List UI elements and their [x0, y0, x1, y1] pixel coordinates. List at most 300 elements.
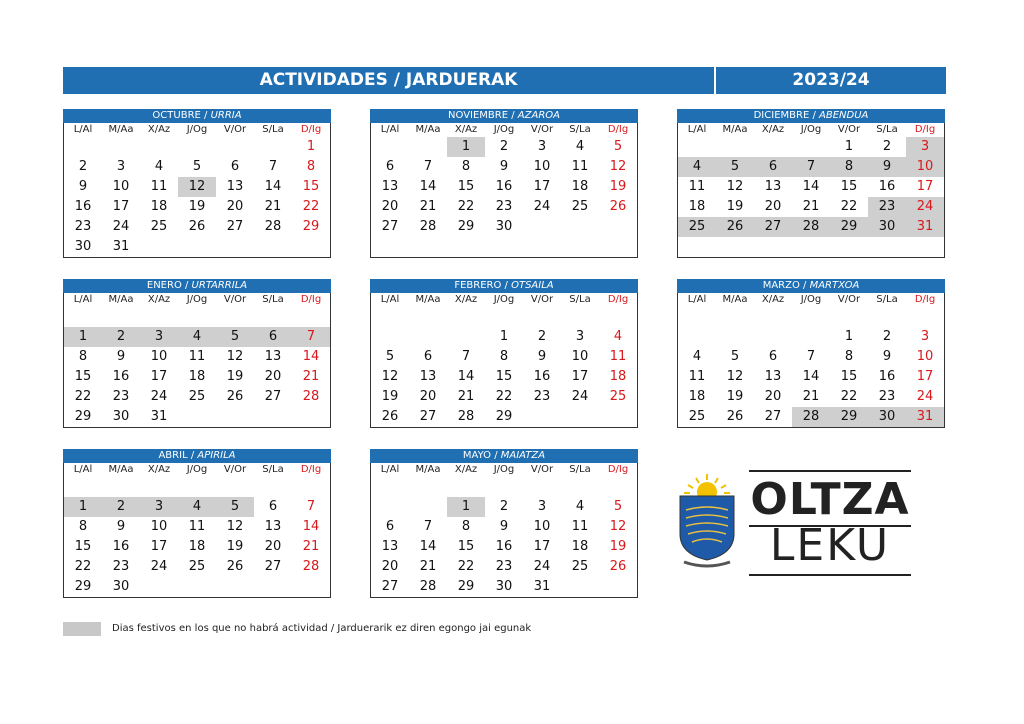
weekday-label: J/Og — [493, 294, 515, 305]
day-cell: 12 — [726, 369, 744, 384]
legend-text: Dias festivos en los que no habrá actividad / Jarduerarik ez diren egongo jai egunak — [112, 623, 532, 634]
day-cell: 3 — [920, 329, 930, 344]
day-cell: 29 — [74, 579, 92, 594]
day-cell: 30 — [112, 579, 130, 594]
empty-cell — [371, 137, 409, 157]
day-cell: 13 — [381, 539, 399, 554]
day-cell: 24 — [150, 389, 168, 404]
empty-cell — [523, 237, 561, 257]
day-cell: 1 — [306, 139, 316, 154]
day-cell: 14 — [802, 179, 820, 194]
day-cell: 5 — [716, 157, 754, 177]
empty-cell — [906, 237, 944, 257]
day-cell: 10 — [916, 349, 934, 364]
day-cell: 7 — [792, 157, 830, 177]
day-cell: 2 — [882, 139, 892, 154]
empty-cell — [678, 327, 716, 347]
month-title — [63, 109, 331, 123]
day-cell: 14 — [419, 179, 437, 194]
day-cell: 13 — [764, 369, 782, 384]
month-name-eu: URTARRILA — [191, 280, 248, 291]
day-cell: 9 — [499, 519, 509, 534]
weekday-label: S/La — [262, 124, 284, 135]
day-cell: 13 — [226, 179, 244, 194]
day-cell: 1 — [447, 137, 485, 157]
day-cell: 12 — [178, 177, 216, 197]
day-cell: 23 — [495, 199, 513, 214]
day-cell: 23 — [868, 197, 906, 217]
weekday-label: J/Og — [493, 124, 515, 135]
weekday-label: D/Ig — [607, 464, 629, 475]
empty-cell — [409, 497, 447, 517]
day-cell: 16 — [495, 179, 513, 194]
empty-cell — [485, 477, 523, 497]
day-cell: 7 — [806, 349, 816, 364]
day-cell: 6 — [230, 159, 240, 174]
day-cell: 13 — [764, 179, 782, 194]
weekday-label: M/Aa — [108, 124, 134, 135]
day-cell: 5 — [730, 349, 740, 364]
day-cell: 15 — [74, 369, 92, 384]
day-cell: 24 — [906, 197, 944, 217]
empty-cell — [254, 407, 292, 427]
day-cell: 28 — [302, 559, 320, 574]
empty-cell — [254, 577, 292, 597]
day-cell: 16 — [878, 179, 896, 194]
day-cell: 26 — [726, 409, 744, 424]
month-name-eu: ABENDUA — [819, 110, 869, 121]
empty-cell — [102, 137, 140, 157]
empty-cell — [599, 577, 637, 597]
day-cell: 5 — [613, 139, 623, 154]
day-grid — [64, 137, 330, 257]
weekday-label: S/La — [876, 124, 898, 135]
day-cell: 18 — [571, 539, 589, 554]
day-cell: 31 — [533, 579, 551, 594]
weekday-label: L/Al — [687, 294, 707, 305]
empty-cell — [792, 307, 830, 327]
day-cell: 29 — [457, 579, 475, 594]
day-cell: 26 — [226, 559, 244, 574]
day-cell: 27 — [419, 409, 437, 424]
day-cell: 4 — [613, 329, 623, 344]
day-cell: 13 — [264, 349, 282, 364]
empty-cell — [561, 217, 599, 237]
empty-cell — [447, 327, 485, 347]
weekday-header — [371, 463, 637, 477]
month-calendar-octubre — [63, 109, 331, 258]
empty-cell — [371, 497, 409, 517]
day-cell: 10 — [533, 519, 551, 534]
empty-cell — [716, 327, 754, 347]
day-cell: 8 — [499, 349, 509, 364]
day-grid — [371, 307, 637, 427]
month-name-es: OCTUBRE / — [152, 110, 211, 121]
day-cell: 6 — [385, 519, 395, 534]
day-cell: 1 — [447, 497, 485, 517]
day-cell: 11 — [188, 519, 206, 534]
month-title — [63, 279, 331, 293]
empty-cell — [178, 237, 216, 257]
weekday-label: M/Aa — [108, 464, 134, 475]
day-cell: 22 — [495, 389, 513, 404]
day-cell: 2 — [537, 329, 547, 344]
day-cell: 5 — [192, 159, 202, 174]
empty-cell — [523, 217, 561, 237]
day-cell: 15 — [840, 369, 858, 384]
day-cell: 26 — [716, 217, 754, 237]
day-cell: 19 — [609, 179, 627, 194]
day-cell: 11 — [571, 159, 589, 174]
day-cell: 10 — [112, 179, 130, 194]
empty-cell — [678, 237, 716, 257]
day-cell: 19 — [609, 539, 627, 554]
day-cell: 31 — [906, 217, 944, 237]
empty-cell — [178, 407, 216, 427]
day-cell: 26 — [609, 199, 627, 214]
day-cell: 2 — [78, 159, 88, 174]
empty-cell — [792, 327, 830, 347]
month-name-eu: APIRILA — [197, 450, 236, 461]
day-cell: 19 — [381, 389, 399, 404]
day-cell: 27 — [381, 219, 399, 234]
empty-cell — [371, 307, 409, 327]
day-cell: 3 — [575, 329, 585, 344]
empty-cell — [140, 577, 178, 597]
empty-cell — [561, 577, 599, 597]
weekday-label: L/Al — [380, 464, 400, 475]
day-cell: 12 — [609, 519, 627, 534]
empty-cell — [830, 307, 868, 327]
day-grid — [371, 477, 637, 597]
empty-cell — [292, 577, 330, 597]
empty-cell — [561, 407, 599, 427]
day-cell: 21 — [302, 539, 320, 554]
day-cell: 3 — [140, 497, 178, 517]
day-cell: 10 — [571, 349, 589, 364]
month-name-es: MAYO / — [462, 450, 501, 461]
empty-cell — [868, 307, 906, 327]
day-cell: 8 — [461, 519, 471, 534]
day-cell: 3 — [537, 139, 547, 154]
day-cell: 17 — [533, 539, 551, 554]
empty-cell — [599, 237, 637, 257]
day-cell: 17 — [916, 369, 934, 384]
day-cell: 8 — [830, 157, 868, 177]
empty-cell — [254, 307, 292, 327]
page-title: ACTIVIDADES / JARDUERAK — [63, 67, 714, 94]
day-cell: 1 — [844, 139, 854, 154]
empty-cell — [178, 137, 216, 157]
day-cell: 1 — [499, 329, 509, 344]
day-cell: 19 — [726, 389, 744, 404]
day-cell: 7 — [423, 519, 433, 534]
day-cell: 25 — [188, 559, 206, 574]
day-cell: 11 — [571, 519, 589, 534]
day-cell: 29 — [830, 217, 868, 237]
month-name-es: FEBRERO / — [454, 280, 512, 291]
weekday-label: D/Ig — [300, 294, 322, 305]
day-cell: 25 — [688, 409, 706, 424]
day-cell: 18 — [609, 369, 627, 384]
day-cell: 11 — [609, 349, 627, 364]
empty-cell — [102, 307, 140, 327]
empty-cell — [716, 237, 754, 257]
day-cell: 25 — [571, 199, 589, 214]
month-title — [677, 109, 945, 123]
month-calendar-noviembre — [370, 109, 638, 258]
empty-cell — [447, 307, 485, 327]
weekday-label: V/Or — [530, 294, 554, 305]
day-cell: 4 — [692, 349, 702, 364]
day-cell: 3 — [116, 159, 126, 174]
day-cell: 20 — [419, 389, 437, 404]
empty-cell — [178, 307, 216, 327]
day-cell: 12 — [726, 179, 744, 194]
month-name-es: DICIEMBRE / — [753, 110, 819, 121]
day-grid — [678, 137, 944, 257]
empty-cell — [409, 327, 447, 347]
weekday-label: S/La — [262, 294, 284, 305]
weekday-label: D/Ig — [300, 464, 322, 475]
empty-cell — [409, 477, 447, 497]
month-title — [370, 449, 638, 463]
weekday-header — [64, 123, 330, 137]
empty-cell — [292, 407, 330, 427]
empty-cell — [523, 307, 561, 327]
day-cell: 6 — [754, 157, 792, 177]
weekday-label: D/Ig — [914, 124, 936, 135]
day-cell: 29 — [495, 409, 513, 424]
day-cell: 14 — [419, 539, 437, 554]
day-cell: 4 — [154, 159, 164, 174]
day-cell: 2 — [102, 497, 140, 517]
day-cell: 4 — [678, 157, 716, 177]
day-cell: 6 — [268, 499, 278, 514]
day-grid — [64, 307, 330, 427]
day-cell: 18 — [571, 179, 589, 194]
day-cell: 15 — [495, 369, 513, 384]
empty-cell — [409, 237, 447, 257]
day-cell: 1 — [64, 497, 102, 517]
weekday-label: L/Al — [687, 124, 707, 135]
day-cell: 28 — [792, 407, 830, 427]
day-cell: 5 — [385, 349, 395, 364]
day-cell: 30 — [495, 219, 513, 234]
month-name-es: ENERO / — [146, 280, 192, 291]
day-cell: 21 — [802, 389, 820, 404]
empty-cell — [754, 327, 792, 347]
empty-cell — [216, 137, 254, 157]
day-cell: 10 — [150, 349, 168, 364]
day-cell: 24 — [533, 559, 551, 574]
day-cell: 4 — [178, 327, 216, 347]
day-cell: 31 — [150, 409, 168, 424]
weekday-label: J/Og — [800, 124, 822, 135]
day-cell: 12 — [226, 519, 244, 534]
month-name-eu: OTSAILA — [511, 280, 554, 291]
day-cell: 9 — [78, 179, 88, 194]
day-cell: 25 — [678, 217, 716, 237]
month-name-es: ABRIL / — [158, 450, 198, 461]
weekday-label: L/Al — [73, 294, 93, 305]
empty-cell — [485, 237, 523, 257]
day-cell: 20 — [381, 199, 399, 214]
day-cell: 29 — [830, 407, 868, 427]
empty-cell — [599, 477, 637, 497]
empty-cell — [216, 307, 254, 327]
weekday-label: L/Al — [73, 464, 93, 475]
day-cell: 30 — [495, 579, 513, 594]
school-year: 2023/24 — [716, 67, 946, 94]
day-cell: 7 — [306, 499, 316, 514]
day-cell: 26 — [226, 389, 244, 404]
day-cell: 17 — [571, 369, 589, 384]
empty-cell — [830, 237, 868, 257]
day-cell: 20 — [226, 199, 244, 214]
weekday-label: X/Az — [761, 124, 785, 135]
day-cell: 1 — [844, 329, 854, 344]
empty-cell — [678, 137, 716, 157]
weekday-label: M/Aa — [415, 464, 441, 475]
day-cell: 25 — [609, 389, 627, 404]
weekday-label: V/Or — [223, 294, 247, 305]
month-name-es: NOVIEMBRE / — [448, 110, 518, 121]
empty-cell — [371, 327, 409, 347]
empty-cell — [292, 237, 330, 257]
weekday-label: S/La — [262, 464, 284, 475]
day-cell: 9 — [116, 519, 126, 534]
weekday-label: S/La — [569, 294, 591, 305]
day-cell: 14 — [457, 369, 475, 384]
day-cell: 4 — [575, 139, 585, 154]
day-cell: 17 — [533, 179, 551, 194]
weekday-label: S/La — [876, 294, 898, 305]
weekday-label: D/Ig — [607, 124, 629, 135]
day-cell: 20 — [264, 539, 282, 554]
weekday-label: J/Og — [493, 464, 515, 475]
day-cell: 14 — [302, 519, 320, 534]
day-cell: 16 — [74, 199, 92, 214]
weekday-label: V/Or — [530, 124, 554, 135]
weekday-label: M/Aa — [108, 294, 134, 305]
day-cell: 3 — [906, 137, 944, 157]
day-cell: 13 — [264, 519, 282, 534]
empty-cell — [599, 307, 637, 327]
day-cell: 4 — [575, 499, 585, 514]
day-cell: 8 — [78, 349, 88, 364]
day-cell: 24 — [112, 219, 130, 234]
day-cell: 18 — [188, 539, 206, 554]
day-cell: 30 — [112, 409, 130, 424]
day-cell: 3 — [140, 327, 178, 347]
day-cell: 17 — [112, 199, 130, 214]
day-cell: 16 — [112, 369, 130, 384]
weekday-label: M/Aa — [722, 124, 748, 135]
day-cell: 5 — [613, 499, 623, 514]
weekday-label: X/Az — [147, 464, 171, 475]
day-cell: 10 — [150, 519, 168, 534]
day-cell: 29 — [74, 409, 92, 424]
empty-cell — [140, 137, 178, 157]
empty-cell — [754, 237, 792, 257]
empty-cell — [447, 237, 485, 257]
empty-cell — [561, 477, 599, 497]
weekday-label: M/Aa — [415, 124, 441, 135]
month-title — [63, 449, 331, 463]
empty-cell — [599, 217, 637, 237]
day-cell: 31 — [112, 239, 130, 254]
day-cell: 6 — [423, 349, 433, 364]
day-cell: 7 — [461, 349, 471, 364]
day-cell: 16 — [112, 539, 130, 554]
day-cell: 14 — [264, 179, 282, 194]
weekday-header — [371, 293, 637, 307]
empty-cell — [523, 477, 561, 497]
day-cell: 18 — [688, 199, 706, 214]
day-cell: 30 — [868, 217, 906, 237]
day-cell: 24 — [571, 389, 589, 404]
empty-cell — [64, 307, 102, 327]
month-calendar-marzo — [677, 279, 945, 428]
day-cell: 12 — [226, 349, 244, 364]
oltza-leku-logo — [749, 470, 911, 576]
day-cell: 8 — [844, 349, 854, 364]
day-cell: 18 — [688, 389, 706, 404]
month-name-eu: URRIA — [210, 110, 242, 121]
day-cell: 21 — [419, 559, 437, 574]
day-cell: 9 — [537, 349, 547, 364]
empty-cell — [292, 307, 330, 327]
day-cell: 21 — [802, 199, 820, 214]
weekday-label: V/Or — [223, 124, 247, 135]
weekday-label: L/Al — [73, 124, 93, 135]
empty-cell — [216, 477, 254, 497]
day-cell: 23 — [495, 559, 513, 574]
day-cell: 5 — [216, 327, 254, 347]
empty-cell — [792, 137, 830, 157]
day-cell: 27 — [226, 219, 244, 234]
day-cell: 7 — [268, 159, 278, 174]
day-cell: 20 — [381, 559, 399, 574]
day-cell: 30 — [868, 407, 906, 427]
empty-cell — [371, 477, 409, 497]
day-grid — [371, 137, 637, 257]
day-cell: 1 — [64, 327, 102, 347]
day-cell: 11 — [688, 179, 706, 194]
day-cell: 4 — [178, 497, 216, 517]
day-cell: 24 — [533, 199, 551, 214]
empty-cell — [409, 307, 447, 327]
day-cell: 20 — [264, 369, 282, 384]
day-cell: 16 — [533, 369, 551, 384]
empty-cell — [178, 477, 216, 497]
day-cell: 9 — [116, 349, 126, 364]
day-cell: 23 — [878, 389, 896, 404]
day-cell: 15 — [457, 179, 475, 194]
day-cell: 27 — [754, 217, 792, 237]
month-name-eu: MARTXOA — [809, 280, 860, 291]
day-cell: 8 — [461, 159, 471, 174]
empty-cell — [140, 237, 178, 257]
day-cell: 19 — [726, 199, 744, 214]
day-cell: 6 — [254, 327, 292, 347]
day-cell: 11 — [188, 349, 206, 364]
day-cell: 15 — [302, 179, 320, 194]
empty-cell — [371, 237, 409, 257]
day-cell: 27 — [381, 579, 399, 594]
day-cell: 28 — [264, 219, 282, 234]
